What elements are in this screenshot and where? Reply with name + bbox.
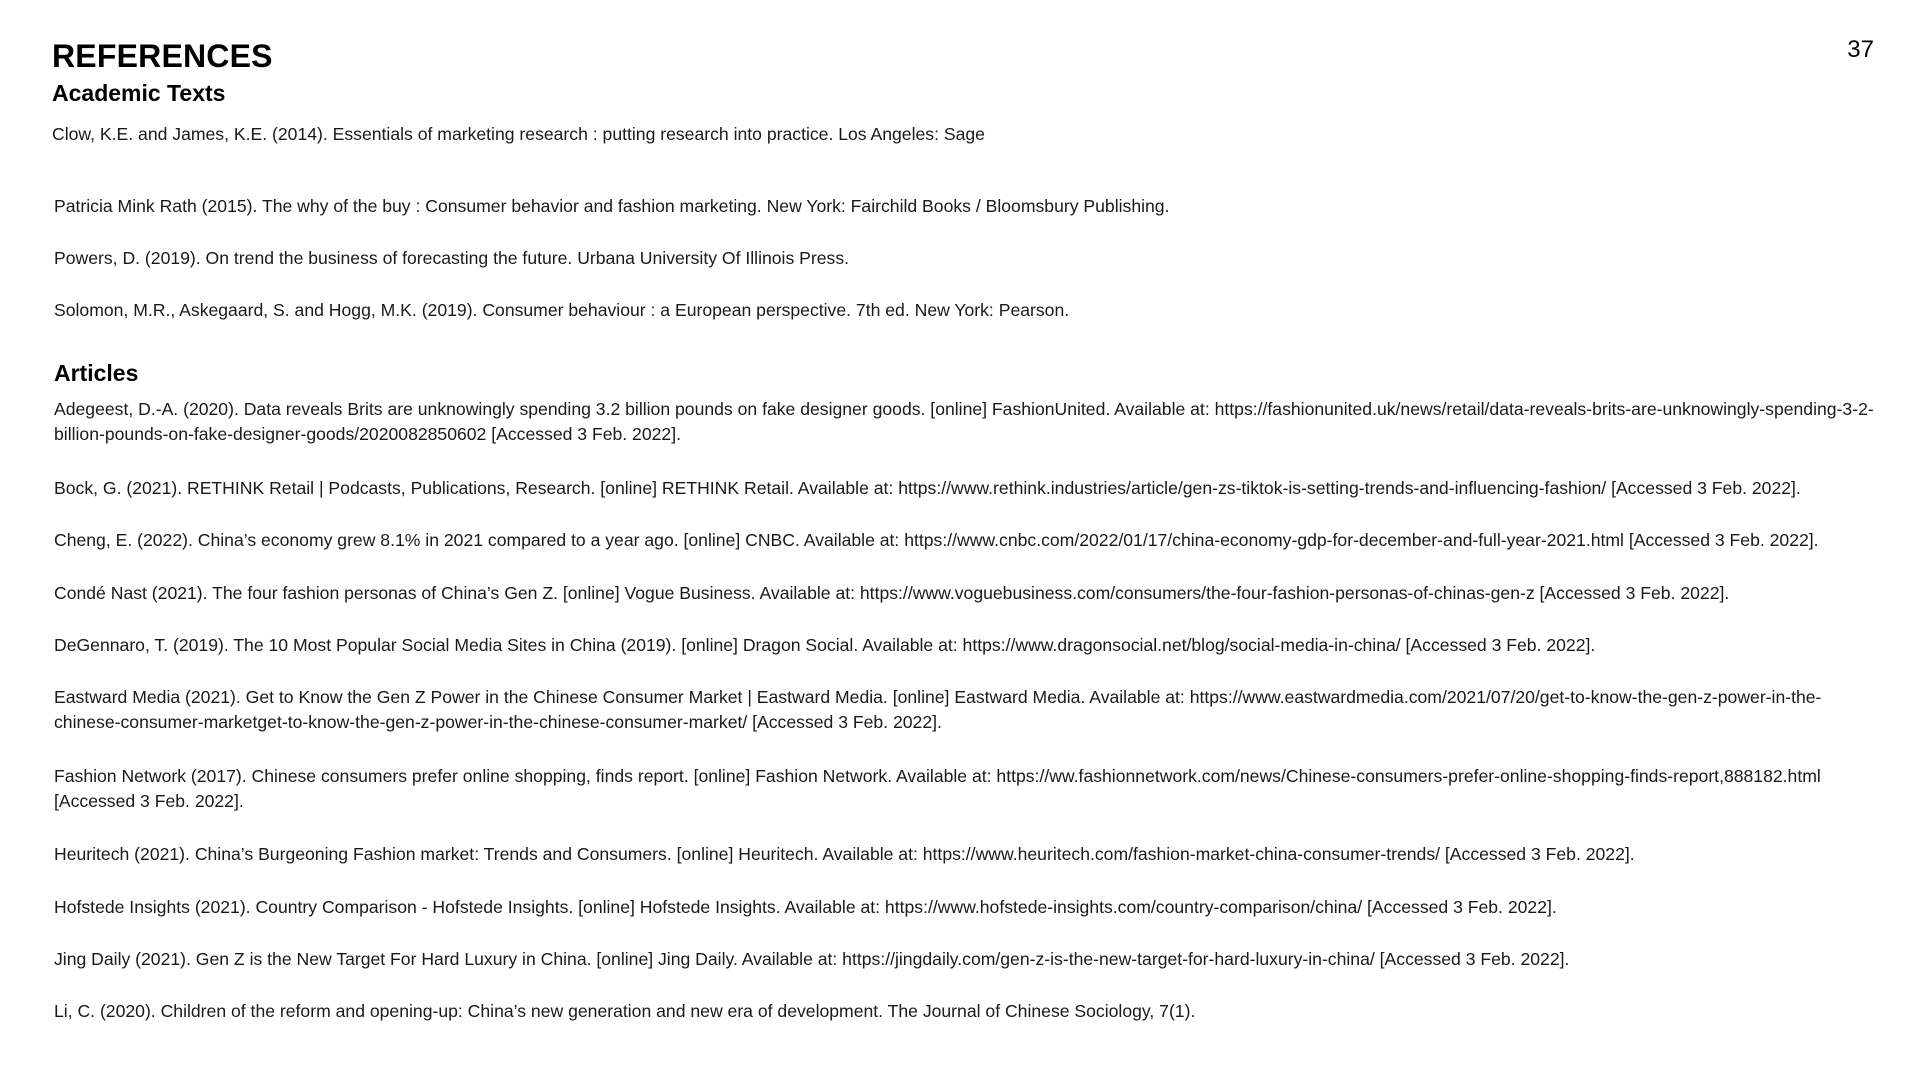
reference-item: DeGennaro, T. (2019). The 10 Most Popular Social Media Sites in China (2019). [online] Dragon Social. Available at: https://www.dragonsocial.net/blog/social-media-in-china/ [Accessed 3 Feb. 2022]. bbox=[54, 635, 1596, 655]
section-heading-academic-texts: Academic Texts bbox=[52, 80, 226, 106]
reference-item: Eastward Media (2021). Get to Know the Gen Z Power in the Chinese Consumer Market | Eastward Media. [online] Eastward Media. Available at: https://www.eastwardmedia.com/2021/07/20/get-to-know-the-gen-z-power-in-the-chinese-consumer-marketget-to-know-the-gen-z-power-in-the-chinese-consumer-market/ [Accessed 3 Feb. 2022]. bbox=[54, 687, 1822, 732]
page-title: REFERENCES bbox=[52, 38, 273, 74]
reference-item: Li, C. (2020). Children of the reform and opening-up: China’s new generation and new era of development. The Journal of Chinese Sociology, 7(1). bbox=[54, 1001, 1196, 1021]
reference-item: Cheng, E. (2022). China’s economy grew 8.1% in 2021 compared to a year ago. [online] CNBC. Available at: https://www.cnbc.com/2022/01/17/china-economy-gdp-for-december-and-full-year-2021.html [Accessed 3 Feb. 2022]. bbox=[54, 530, 1819, 550]
reference-item: Bock, G. (2021). RETHINK Retail | Podcasts, Publications, Research. [online] RETHINK Retail. Available at: https://www.rethink.industries/article/gen-zs-tiktok-is-setting-trends-and-influencing-fashion/ [Accessed 3 Feb. 2022]. bbox=[54, 478, 1801, 498]
reference-item: Fashion Network (2017). Chinese consumers prefer online shopping, finds report. [online] Fashion Network. Available at: https://ww.fashionnetwork.com/news/Chinese-consumers-prefer-online-shopping-finds-report,888182.html [Accessed 3 Feb. 2022]. bbox=[54, 766, 1821, 811]
reference-item: Patricia Mink Rath (2015). The why of the buy : Consumer behavior and fashion marketing. New York: Fairchild Books / Bloomsbury Publishing. bbox=[54, 196, 1170, 216]
reference-item: Powers, D. (2019). On trend the business of forecasting the future. Urbana University Of Illinois Press. bbox=[54, 248, 850, 268]
reference-item: Solomon, M.R., Askegaard, S. and Hogg, M.K. (2019). Consumer behaviour : a European perspective. 7th ed. New York: Pearson. bbox=[54, 300, 1070, 320]
reference-item: Clow, K.E. and James, K.E. (2014). Essentials of marketing research : putting research into practice. Los Angeles: Sage bbox=[52, 124, 985, 144]
reference-item: Hofstede Insights (2021). Country Comparison - Hofstede Insights. [online] Hofstede Insights. Available at: https://www.hofstede-insights.com/country-comparison/china/ [Accessed 3 Feb. 2022]. bbox=[54, 897, 1557, 917]
reference-item: Jing Daily (2021). Gen Z is the New Target For Hard Luxury in China. [online] Jing Daily. Available at: https://jingdaily.com/gen-z-is-the-new-target-for-hard-luxury-in-china/ [Accessed 3 Feb. 2022]. bbox=[54, 949, 1570, 969]
section-heading-articles: Articles bbox=[54, 360, 139, 386]
reference-item: Condé Nast (2021). The four fashion personas of China’s Gen Z. [online] Vogue Business. Available at: https://www.voguebusiness.com/consumers/the-four-fashion-personas-of-chinas-gen-z [Accessed 3 Feb. 2022]. bbox=[54, 583, 1730, 603]
page-number: 37 bbox=[1847, 36, 1874, 63]
reference-item: Heuritech (2021). China’s Burgeoning Fashion market: Trends and Consumers. [online] Heuritech. Available at: https://www.heuritech.com/fashion-market-china-consumer-trends/ [Accessed 3 Feb. 2022]. bbox=[54, 844, 1635, 864]
reference-item: Adegeest, D.-A. (2020). Data reveals Brits are unknowingly spending 3.2 billion pounds on fake designer goods. [online] FashionUnited. Available at: https://fashionunited.uk/news/retail/data-reveals-brits-are-unknowingly-spending-3-2-billion-pounds-on-fake-designer-goods/2020082850602 [Accessed 3 Feb. 2022]. bbox=[54, 399, 1874, 444]
